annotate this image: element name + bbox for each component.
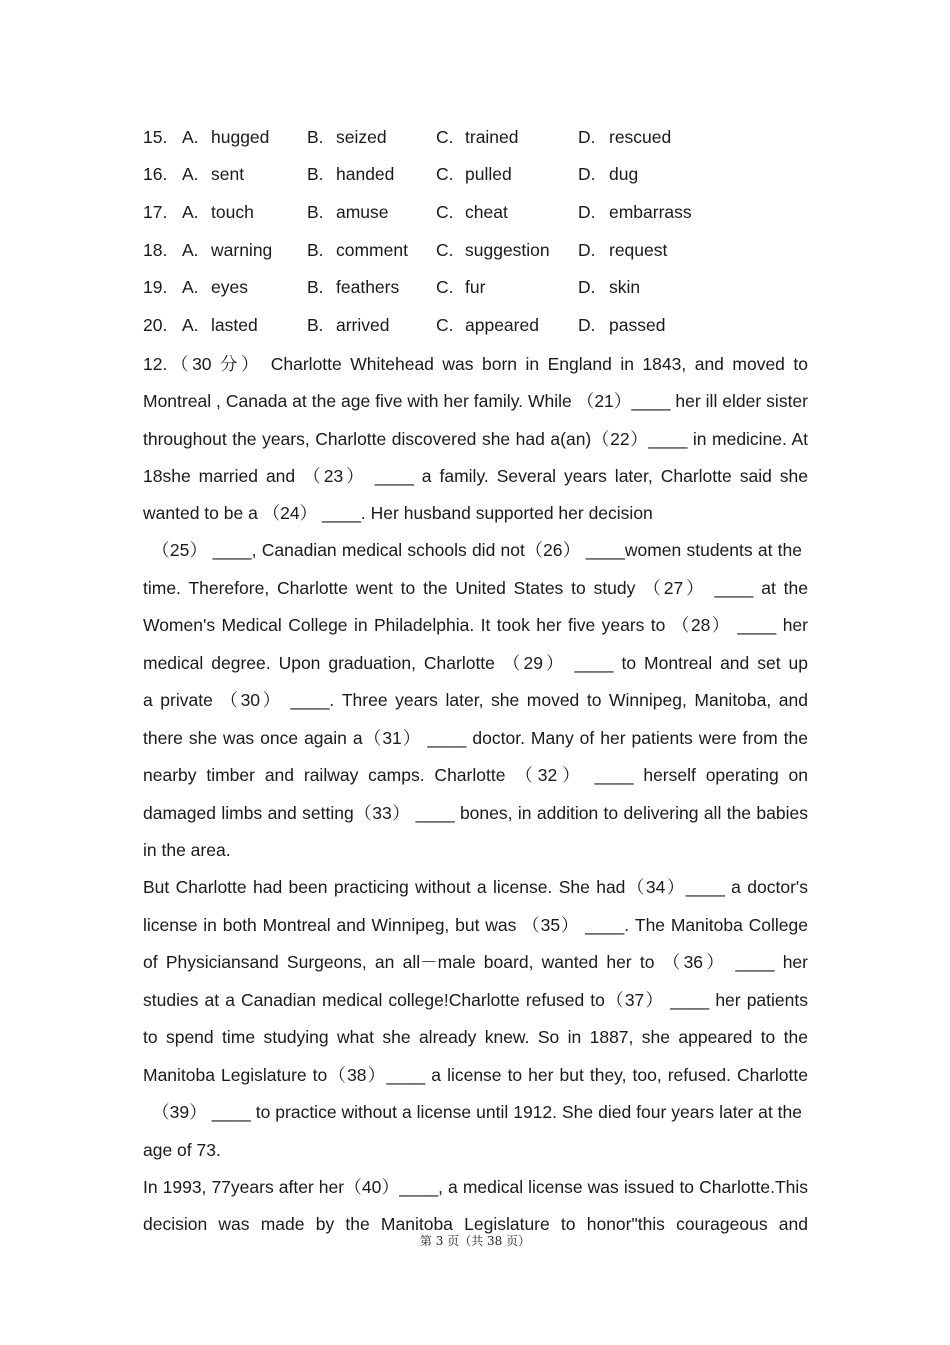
option-c-text: pulled [465, 164, 512, 184]
question-number: 19. [143, 277, 168, 297]
option-a-text: hugged [211, 127, 270, 147]
option-c-letter: C. [436, 127, 454, 147]
passage-line: （39） ____ to practice without a license until 1912. She died four years later at the [152, 1102, 802, 1122]
option-b-letter: B. [307, 315, 324, 335]
passage-line: But Charlotte had been practicing without a license. She had（34）____ a doctor's [143, 877, 808, 897]
option-row [143, 277, 843, 301]
option-b-text: seized [336, 127, 387, 147]
passage-line: a private （30） ____. Three years later, she moved to Winnipeg, Manitoba, and [143, 690, 808, 710]
passage-line: there she was once again a（31） ____ doctor. Many of her patients were from the [143, 728, 808, 748]
option-a-letter: A. [182, 164, 199, 184]
question-number: 18. [143, 240, 168, 260]
option-d-text: passed [609, 315, 666, 335]
option-row [143, 202, 843, 226]
passage-line: Manitoba Legislature to（38）____ a license to her but they, too, refused. Charlotte [143, 1065, 808, 1085]
passage-line: in the area. [143, 840, 231, 860]
option-c-letter: C. [436, 164, 454, 184]
question-number: 16. [143, 164, 168, 184]
option-b-letter: B. [307, 127, 324, 147]
option-b-letter: B. [307, 164, 324, 184]
option-d-text: rescued [609, 127, 672, 147]
passage-line: nearby timber and railway camps. Charlotte （32） ____ herself operating on [143, 765, 808, 785]
option-b-letter: B. [307, 277, 324, 297]
option-b-text: handed [336, 164, 395, 184]
passage-line: 12.（30 分） Charlotte Whitehead was born in England in 1843, and moved to [143, 354, 808, 374]
option-b-text: comment [336, 240, 408, 260]
option-d-text: dug [609, 164, 639, 184]
question-number: 17. [143, 202, 168, 222]
option-row [143, 164, 843, 188]
option-b-text: amuse [336, 202, 389, 222]
passage-line: of Physiciansand Surgeons, an all－male board, wanted her to （36） ____ her [143, 952, 808, 972]
option-c-text: trained [465, 127, 519, 147]
option-a-letter: A. [182, 127, 199, 147]
option-d-letter: D. [578, 202, 596, 222]
option-c-letter: C. [436, 315, 454, 335]
option-a-text: touch [211, 202, 254, 222]
option-d-letter: D. [578, 277, 596, 297]
option-b-text: feathers [336, 277, 400, 297]
option-a-letter: A. [182, 277, 199, 297]
option-c-letter: C. [436, 277, 454, 297]
option-row [143, 315, 843, 339]
passage-line: Montreal , Canada at the age five with her family. While （21）____ her ill elder sister [143, 391, 808, 411]
option-c-text: appeared [465, 315, 539, 335]
passage-line: decision was made by the Manitoba Legislature to honor"this courageous and [143, 1214, 808, 1234]
passage-line: time. Therefore, Charlotte went to the United States to study （27） ____ at the [143, 578, 808, 598]
option-row [143, 240, 843, 264]
option-a-text: warning [211, 240, 273, 260]
option-a-text: eyes [211, 277, 248, 297]
option-b-text: arrived [336, 315, 390, 335]
option-c-text: cheat [465, 202, 508, 222]
option-d-letter: D. [578, 127, 596, 147]
option-c-text: suggestion [465, 240, 550, 260]
passage-line: license in both Montreal and Winnipeg, but was （35） ____. The Manitoba College [143, 915, 808, 935]
question-number: 20. [143, 315, 168, 335]
option-d-text: skin [609, 277, 641, 297]
option-d-letter: D. [578, 164, 596, 184]
option-d-letter: D. [578, 240, 596, 260]
passage-line: （25） ____, Canadian medical schools did not（26） ____women students at the [152, 540, 802, 560]
passage-line: wanted to be a （24） ____. Her husband supported her decision [143, 503, 653, 523]
passage-line: In 1993, 77years after her（40）____, a medical license was issued to Charlotte.This [143, 1177, 808, 1197]
option-d-text: embarrass [609, 202, 692, 222]
page-footer: 第 3 页（共 38 页） [419, 1234, 531, 1248]
option-c-letter: C. [436, 202, 454, 222]
passage-line: damaged limbs and setting（33） ____ bones, in addition to delivering all the babies [143, 803, 808, 823]
option-row [143, 127, 843, 151]
option-a-text: sent [211, 164, 245, 184]
question-number: 15. [143, 127, 168, 147]
passage-line: 18she married and （23） ____ a family. Several years later, Charlotte said she [143, 466, 808, 486]
option-d-text: request [609, 240, 668, 260]
option-c-letter: C. [436, 240, 454, 260]
option-a-letter: A. [182, 315, 199, 335]
passage-line: to spend time studying what she already knew. So in 1887, she appeared to the [143, 1027, 808, 1047]
option-a-text: lasted [211, 315, 258, 335]
passage-line: throughout the years, Charlotte discovered she had a(an)（22）____ in medicine. At [143, 429, 808, 449]
option-c-text: fur [465, 277, 486, 297]
option-a-letter: A. [182, 202, 199, 222]
option-a-letter: A. [182, 240, 199, 260]
passage-line: medical degree. Upon graduation, Charlotte （29） ____ to Montreal and set up [143, 653, 808, 673]
passage-line: age of 73. [143, 1140, 221, 1160]
option-d-letter: D. [578, 315, 596, 335]
option-b-letter: B. [307, 202, 324, 222]
passage-line: Women's Medical College in Philadelphia. It took her five years to （28） ____ her [143, 615, 808, 635]
passage-line: studies at a Canadian medical college!Charlotte refused to（37） ____ her patients [143, 990, 808, 1010]
option-b-letter: B. [307, 240, 324, 260]
